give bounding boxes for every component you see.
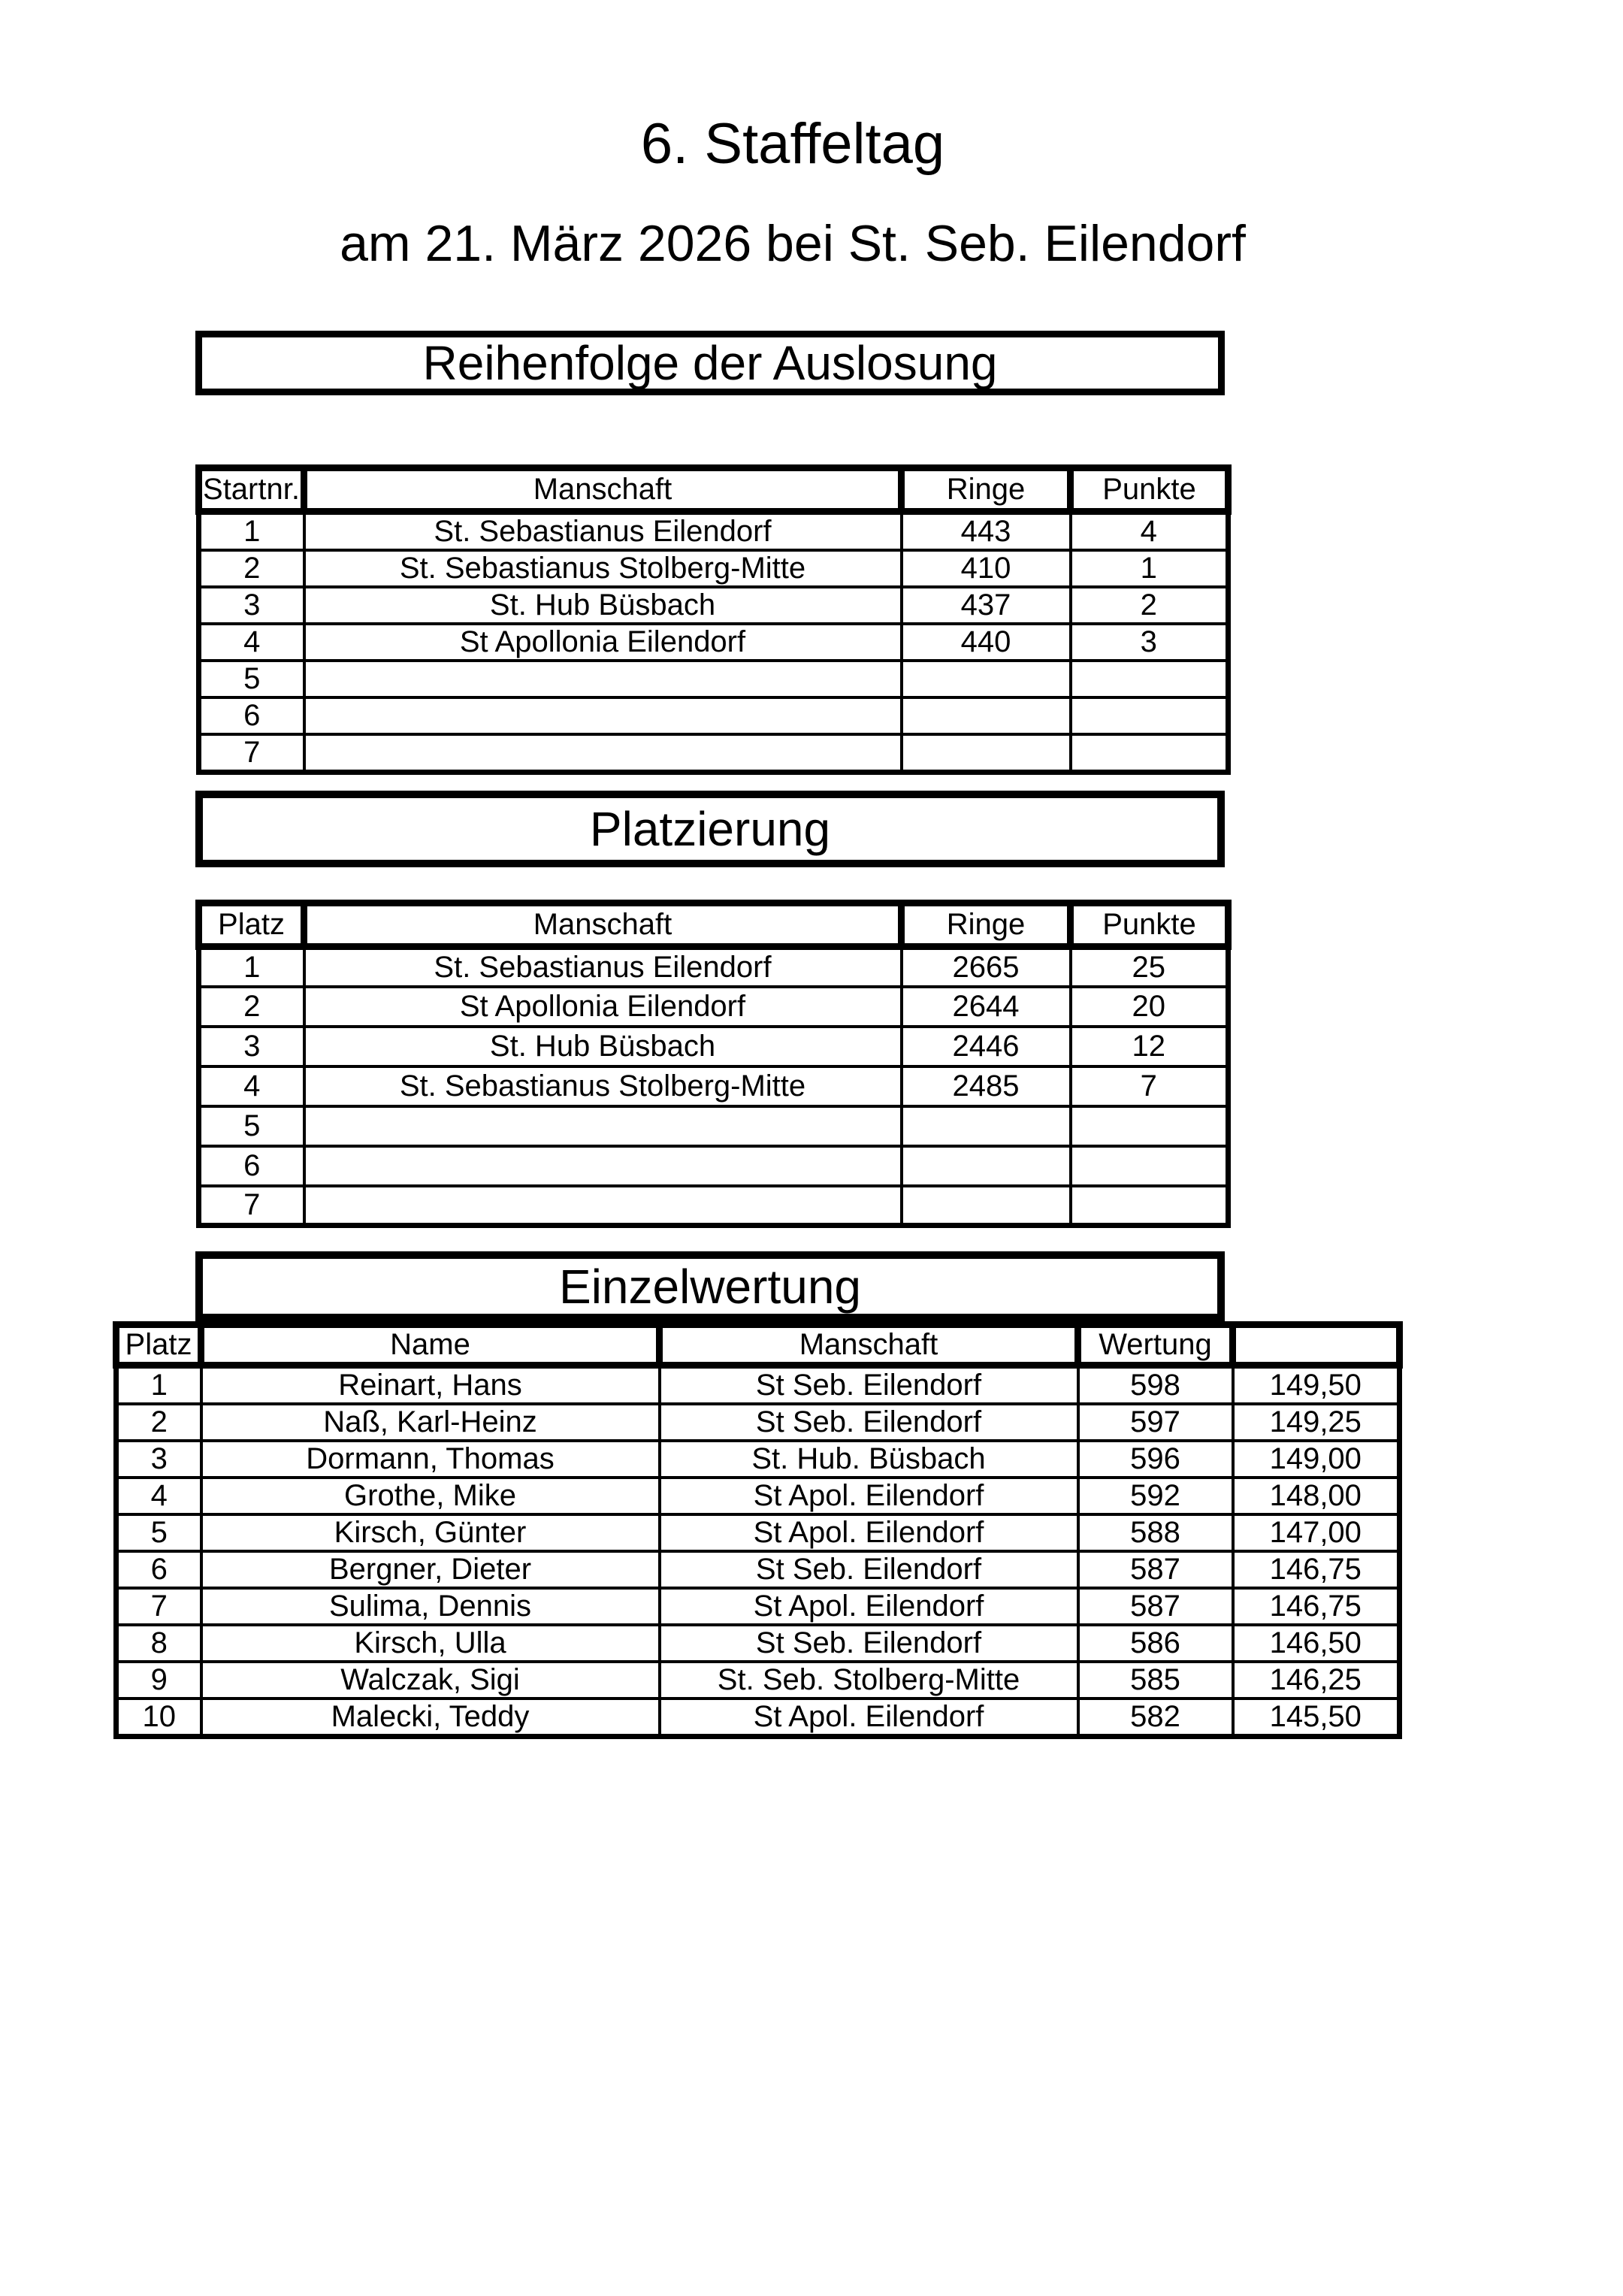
header-cell: Manschaft [660, 1325, 1078, 1366]
table-cell [902, 1106, 1071, 1146]
table-cell [1071, 661, 1229, 697]
table-cell: St Seb. Eilendorf [660, 1404, 1078, 1441]
table-row [199, 587, 1229, 624]
section-title-individual [195, 1251, 1225, 1321]
table-cell: 2 [1071, 587, 1229, 624]
header-cell: Startnr. [199, 468, 304, 512]
table-cell: 9 [116, 1662, 201, 1699]
table-cell [1071, 734, 1229, 773]
table-cell: 587 [1078, 1588, 1233, 1625]
table-row [116, 1625, 1400, 1662]
table-cell: 7 [116, 1588, 201, 1625]
table-row [116, 1478, 1400, 1514]
table-cell: 10 [116, 1699, 201, 1737]
table-cell: 582 [1078, 1699, 1233, 1737]
table-cell: 588 [1078, 1514, 1233, 1551]
placement-table [195, 900, 1232, 1228]
table-cell: 6 [199, 697, 304, 734]
table-cell: 148,00 [1233, 1478, 1400, 1514]
table-cell: 149,50 [1233, 1366, 1400, 1405]
table-cell: 2665 [902, 947, 1071, 987]
table-cell: Naß, Karl-Heinz [201, 1404, 660, 1441]
table-cell: St. Sebastianus Stolberg-Mitte [304, 1066, 902, 1106]
table-row [199, 624, 1229, 661]
table-cell: 6 [116, 1551, 201, 1588]
table-cell: Kirsch, Günter [201, 1514, 660, 1551]
table-cell: 1 [1071, 550, 1229, 587]
page-title: 6. Staffeltag [640, 112, 945, 176]
table-cell [1071, 697, 1229, 734]
table-cell: 2485 [902, 1066, 1071, 1106]
table-row [116, 1366, 1400, 1405]
table-cell [902, 661, 1071, 697]
table-cell: 585 [1078, 1662, 1233, 1699]
table-row [199, 987, 1229, 1027]
table-cell: 2 [116, 1404, 201, 1441]
table-row [116, 1699, 1400, 1737]
table-cell: 146,75 [1233, 1551, 1400, 1588]
table-cell: St Apol. Eilendorf [660, 1588, 1078, 1625]
table-cell: Bergner, Dieter [201, 1551, 660, 1588]
table-cell: 3 [116, 1441, 201, 1478]
table-row [199, 550, 1229, 587]
table-row [199, 734, 1229, 773]
table-row [116, 1662, 1400, 1699]
table-cell: 3 [199, 1027, 304, 1066]
table-cell: 5 [116, 1514, 201, 1551]
table-row [199, 661, 1229, 697]
header-cell: Platz [116, 1325, 201, 1366]
table-cell: 149,25 [1233, 1404, 1400, 1441]
draw-table-header-row [199, 468, 1229, 512]
table-cell: St. Sebastianus Stolberg-Mitte [304, 550, 902, 587]
table-cell: St Apol. Eilendorf [660, 1514, 1078, 1551]
table-cell: 437 [902, 587, 1071, 624]
table-row [199, 1186, 1229, 1226]
table-cell: 587 [1078, 1551, 1233, 1588]
table-cell: 12 [1071, 1027, 1229, 1066]
table-cell: Kirsch, Ulla [201, 1625, 660, 1662]
table-cell: 443 [902, 512, 1071, 551]
section-title-draw [195, 331, 1225, 395]
table-cell: 149,00 [1233, 1441, 1400, 1478]
table-cell: 586 [1078, 1625, 1233, 1662]
table-cell: St. Seb. Stolberg-Mitte [660, 1662, 1078, 1699]
table-row [199, 947, 1229, 987]
table-row [116, 1441, 1400, 1478]
table-cell: 598 [1078, 1366, 1233, 1405]
table-cell: 145,50 [1233, 1699, 1400, 1737]
table-cell: 5 [199, 661, 304, 697]
table-cell: 2 [199, 550, 304, 587]
table-cell: 147,00 [1233, 1514, 1400, 1551]
table-cell [902, 734, 1071, 773]
table-cell: 4 [1071, 512, 1229, 551]
table-cell: 146,50 [1233, 1625, 1400, 1662]
table-cell: Dormann, Thomas [201, 1441, 660, 1478]
table-cell: Grothe, Mike [201, 1478, 660, 1514]
table-cell: 7 [1071, 1066, 1229, 1106]
table-cell: 2446 [902, 1027, 1071, 1066]
table-row [199, 1146, 1229, 1186]
table-cell: 410 [902, 550, 1071, 587]
table-cell: St Seb. Eilendorf [660, 1551, 1078, 1588]
table-cell: 8 [116, 1625, 201, 1662]
placement-table-header-row [199, 903, 1229, 947]
table-cell: St. Sebastianus Eilendorf [304, 512, 902, 551]
table-row [199, 1027, 1229, 1066]
table-cell: 20 [1071, 987, 1229, 1027]
table-cell: 146,75 [1233, 1588, 1400, 1625]
table-cell: Sulima, Dennis [201, 1588, 660, 1625]
table-cell: 596 [1078, 1441, 1233, 1478]
table-cell: 4 [116, 1478, 201, 1514]
table-cell: 597 [1078, 1404, 1233, 1441]
table-cell [1071, 1106, 1229, 1146]
section-title-draw-label: Reihenfolge der Auslosung [422, 336, 998, 390]
table-cell: 1 [199, 947, 304, 987]
individual-table-body [116, 1366, 1400, 1737]
table-row [199, 1106, 1229, 1146]
table-cell [304, 661, 902, 697]
table-cell: 2 [199, 987, 304, 1027]
table-cell: 3 [199, 587, 304, 624]
header-cell: Manschaft [304, 468, 902, 512]
table-cell [304, 1106, 902, 1146]
table-cell [304, 734, 902, 773]
header-cell: Manschaft [304, 903, 902, 947]
table-row [199, 697, 1229, 734]
table-cell: 2644 [902, 987, 1071, 1027]
table-cell: St. Hub Büsbach [304, 1027, 902, 1066]
table-cell: 1 [116, 1366, 201, 1405]
table-cell: St Apollonia Eilendorf [304, 624, 902, 661]
placement-table-body [199, 947, 1229, 1226]
section-title-placement [195, 791, 1225, 867]
table-cell: 1 [199, 512, 304, 551]
table-cell: 592 [1078, 1478, 1233, 1514]
table-cell [1071, 1186, 1229, 1226]
table-cell [304, 697, 902, 734]
table-cell: Malecki, Teddy [201, 1699, 660, 1737]
individual-table-header-row [116, 1325, 1400, 1366]
header-cell [1233, 1325, 1400, 1366]
table-row [116, 1551, 1400, 1588]
table-cell: St Apol. Eilendorf [660, 1699, 1078, 1737]
table-cell [902, 1146, 1071, 1186]
table-row [199, 512, 1229, 551]
header-cell: Name [201, 1325, 660, 1366]
table-cell [304, 1186, 902, 1226]
table-cell: 3 [1071, 624, 1229, 661]
header-cell: Ringe [902, 468, 1071, 512]
table-cell [902, 1186, 1071, 1226]
table-cell: St. Hub Büsbach [304, 587, 902, 624]
table-cell: St. Hub. Büsbach [660, 1441, 1078, 1478]
table-row [116, 1514, 1400, 1551]
table-cell: St Apol. Eilendorf [660, 1478, 1078, 1514]
table-row [199, 1066, 1229, 1106]
page-subtitle: am 21. März 2026 bei St. Seb. Eilendorf [340, 215, 1246, 272]
table-row [116, 1588, 1400, 1625]
table-cell: St Apollonia Eilendorf [304, 987, 902, 1027]
table-cell: St Seb. Eilendorf [660, 1366, 1078, 1405]
table-cell: 7 [199, 734, 304, 773]
header-cell: Wertung [1078, 1325, 1233, 1366]
table-cell: 6 [199, 1146, 304, 1186]
table-row [116, 1404, 1400, 1441]
section-title-placement-label: Platzierung [589, 802, 831, 856]
header-cell: Platz [199, 903, 304, 947]
table-cell [1071, 1146, 1229, 1186]
individual-table [113, 1321, 1403, 1739]
table-cell [304, 1146, 902, 1186]
draw-table [195, 464, 1232, 775]
header-cell: Punkte [1071, 468, 1229, 512]
table-cell: St Seb. Eilendorf [660, 1625, 1078, 1662]
table-cell: 5 [199, 1106, 304, 1146]
table-cell: 7 [199, 1186, 304, 1226]
table-cell: Reinart, Hans [201, 1366, 660, 1405]
section-title-individual-label: Einzelwertung [559, 1259, 861, 1314]
table-cell: 25 [1071, 947, 1229, 987]
table-cell: 4 [199, 624, 304, 661]
table-cell: St. Sebastianus Eilendorf [304, 947, 902, 987]
table-cell: 146,25 [1233, 1662, 1400, 1699]
table-cell: Walczak, Sigi [201, 1662, 660, 1699]
draw-table-body [199, 512, 1229, 773]
table-cell [902, 697, 1071, 734]
table-cell: 440 [902, 624, 1071, 661]
header-cell: Ringe [902, 903, 1071, 947]
table-cell: 4 [199, 1066, 304, 1106]
header-cell: Punkte [1071, 903, 1229, 947]
